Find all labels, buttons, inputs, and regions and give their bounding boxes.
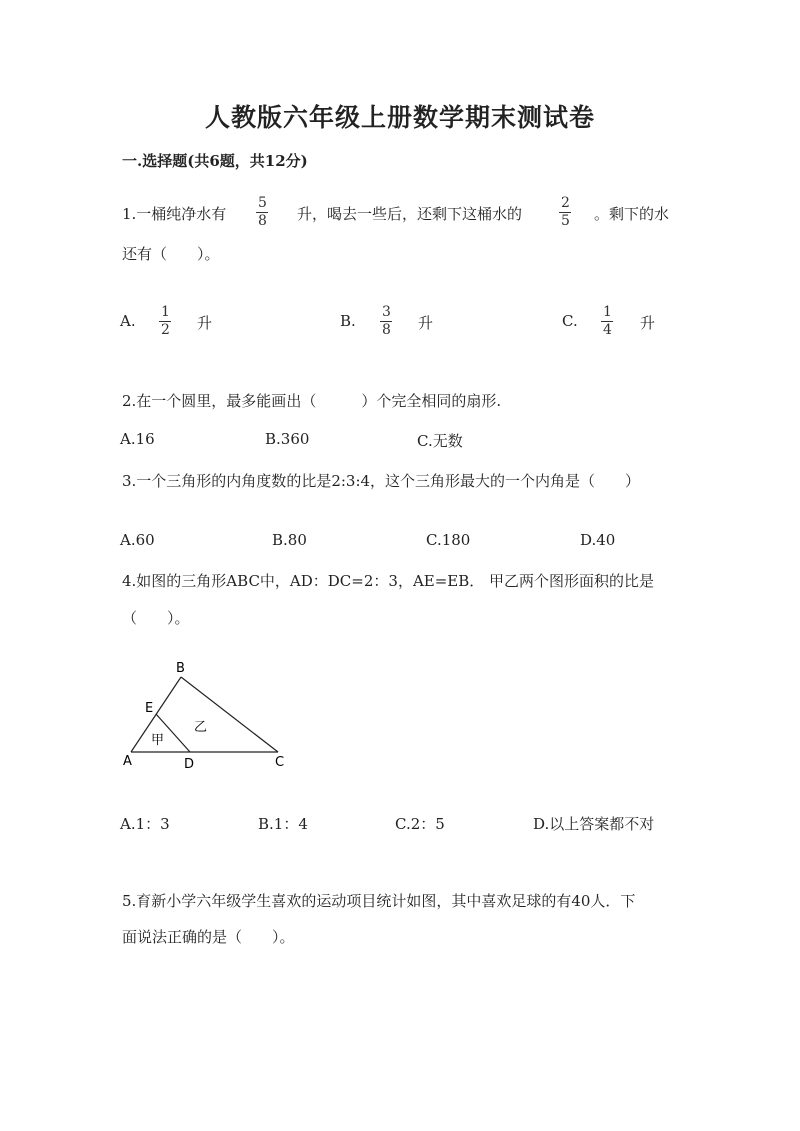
q1-text-part1: 1.一桶纯净水有 [122,205,227,223]
fraction-denominator: 4 [603,322,612,338]
option-unit: 升 [197,314,213,332]
label-e: E [145,701,154,716]
q1-fraction-1 [256,196,269,229]
q2-option-b: B.360 [265,430,310,448]
option-fraction [601,305,614,338]
q4-option-a: A.1：3 [120,815,170,833]
q5-text-line1: 5.育新小学六年级学生喜欢的运动项目统计如图，其中喜欢足球的有40人．下 [122,892,636,910]
q3-option-a: A.60 [120,531,155,549]
q4-option-c: C.2：5 [395,815,445,833]
q3-option-c: C.180 [426,531,471,549]
option-label: C. [562,312,578,330]
fraction-numerator: 1 [603,304,612,320]
page-title: 人教版六年级上册数学期末测试卷 [204,103,595,132]
q3-option-d: D.40 [580,531,616,549]
option-label: B. [340,312,356,330]
option-label: A. [120,312,136,330]
q3-text: 3.一个三角形的内角度数的比是2:3:4，这个三角形最大的一个内角是（ ） [122,472,641,490]
q2-option-c: C.无数 [417,432,463,450]
q2-option-a: A.16 [120,430,155,448]
label-b: B [176,661,185,676]
fraction-denominator: 8 [382,322,391,338]
label-a: A [123,754,132,769]
q1-text-part2: 升，喝去一些后，还剩下这桶水的 [297,205,523,223]
q1-fraction-2 [559,196,572,229]
triangle-figure [110,655,310,775]
q4-option-b: B.1：4 [258,815,308,833]
option-fraction [159,305,172,338]
q4-text-line1: 4.如图的三角形ABC中，AD：DC=2：3，AE=EB． 甲乙两个图形面积的比是 [122,572,655,590]
fraction-denominator: 2 [161,322,170,338]
fraction-numerator: 3 [382,304,391,320]
fraction-numerator: 2 [561,195,570,211]
q1-text-line2: 还有（ ）。 [122,245,220,263]
label-c: C [275,755,285,770]
label-d: D [184,757,195,772]
region-jia: 甲 [151,733,165,748]
region-yi: 乙 [194,720,208,735]
q1-text-part3: 。剩下的水 [594,205,670,223]
option-unit: 升 [418,314,434,332]
q4-text-line2: （ ）。 [122,609,190,627]
fraction-denominator: 5 [561,213,570,229]
fraction-denominator: 8 [258,213,267,229]
fraction-numerator: 5 [258,195,267,211]
section-heading: 一.选择题(共6题，共12分) [122,152,308,170]
q3-option-b: B.80 [272,531,307,549]
q4-option-d: D.以上答案都不对 [533,815,655,833]
q2-text: 2.在一个圆里，最多能画出（ ）个完全相同的扇形. [122,392,502,410]
q5-text-line2: 面说法正确的是（ ）。 [122,928,295,946]
option-fraction [380,305,393,338]
fraction-numerator: 1 [161,304,170,320]
side-bc [181,677,278,752]
option-unit: 升 [640,314,656,332]
